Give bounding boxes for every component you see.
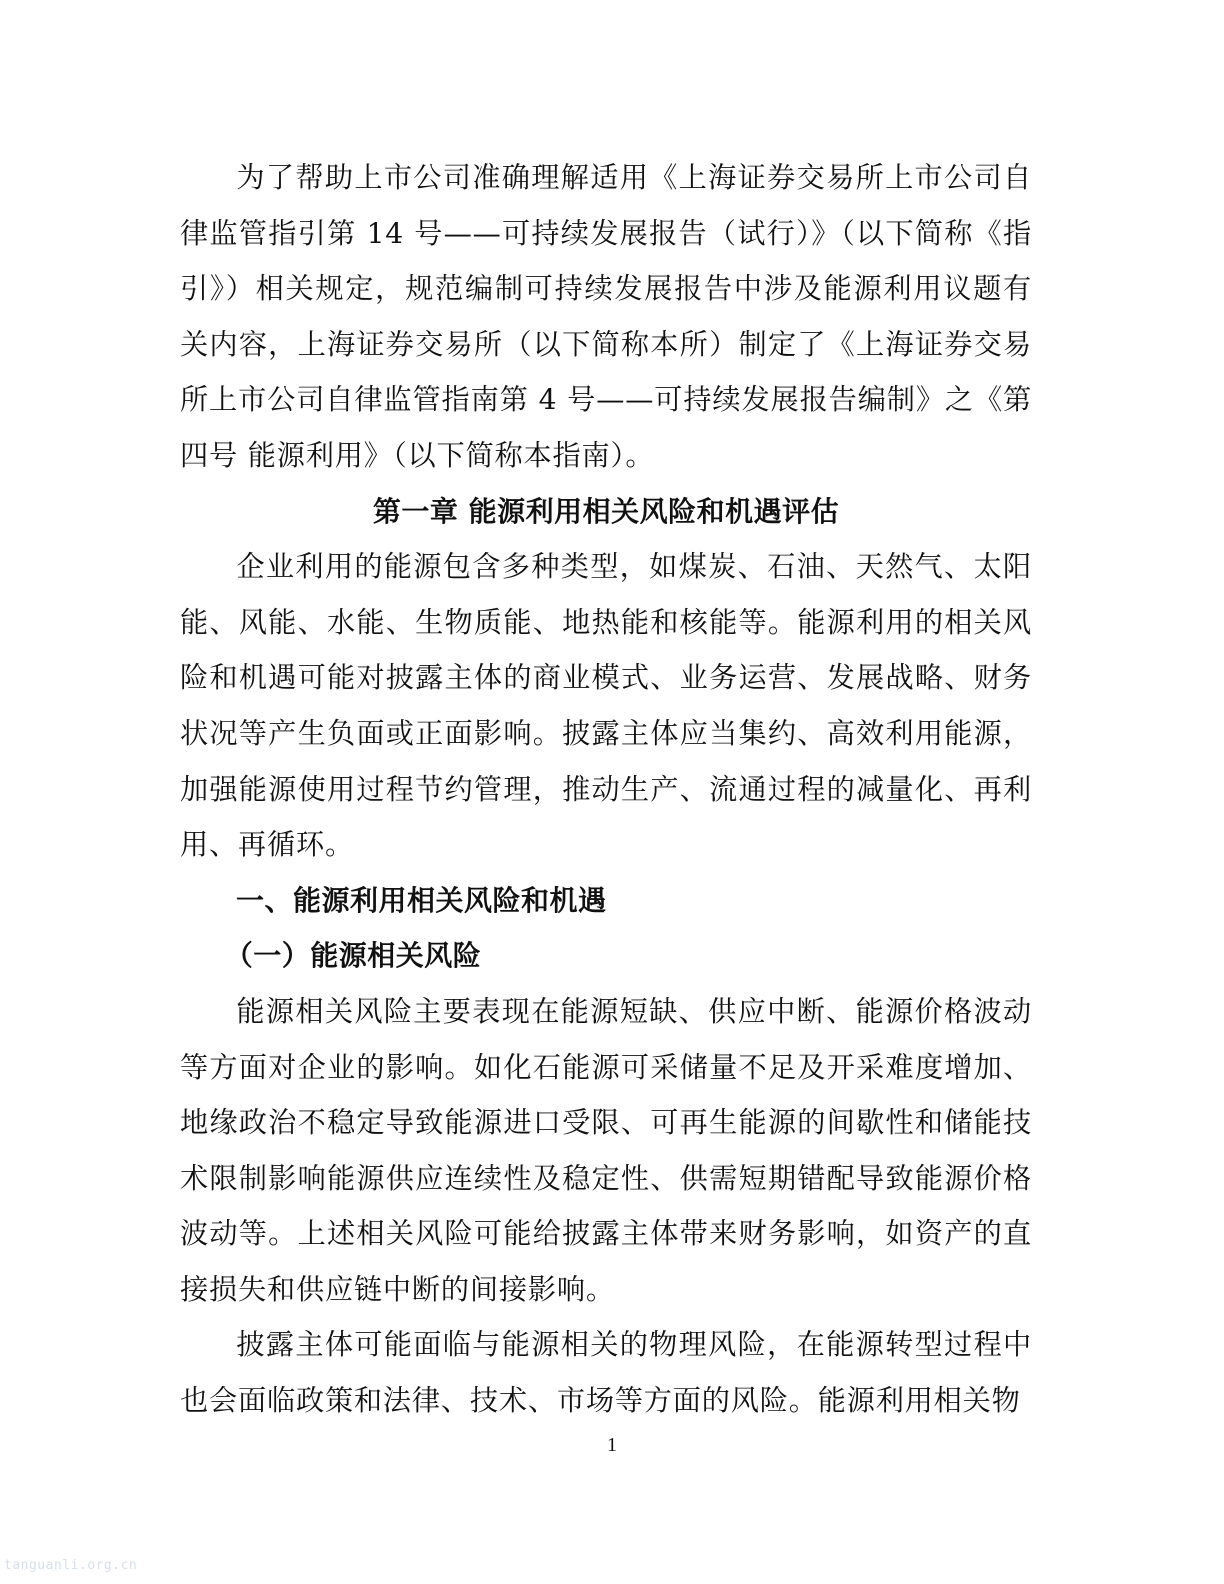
- watermark-text: tanguanli.org.cn: [4, 1558, 138, 1573]
- chapter-intro-paragraph: 企业利用的能源包含多种类型，如煤炭、石油、天然气、太阳能、风能、水能、生物质能、地热能和核能等。能源利用的相关风险和机遇可能对披露主体的商业模式、业务运营、发展战略、财务状况等产生负面或正面影响。披露主体应当集约、高效利用能源，加强能源使用过程节约管理，推动生产、流通过程的减量化、再利用、再循环。: [180, 550, 1032, 862]
- risk-paragraph-continued: 披露主体可能面临与能源相关的物理风险，在能源转型过程中也会面临政策和法律、技术、市场等方面的风险。能源利用相关物: [180, 1328, 1032, 1418]
- chapter-title: 第一章 能源利用相关风险和机遇评估: [372, 494, 840, 528]
- page-body: [180, 150, 1032, 1429]
- page-number: 1: [607, 1434, 617, 1456]
- section-heading: 一、能源利用相关风险和机遇: [236, 883, 607, 917]
- risk-paragraph: 能源相关风险主要表现在能源短缺、供应中断、能源价格波动等方面对企业的影响。如化石能源可采储量不足及开采难度增加、地缘政治不稳定导致能源进口受限、可再生能源的间歇性和储能技术限制影响能源供应连续性及稳定性、供需短期错配导致能源价格波动等。上述相关风险可能给披露主体带来财务影响，如资产的直接损失和供应链中断的间接影响。: [180, 994, 1032, 1306]
- intro-paragraph: 为了帮助上市公司准确理解适用《上海证券交易所上市公司自律监管指引第 14 号——可持续发展报告（试行）》（以下简称《指引》）相关规定，规范编制可持续发展报告中涉及能源利用议题有关内容，上海证券交易所（以下简称本所）制定了《上海证券交易所上市公司自律监管指南第 4 号——可持续发展报告编制》之《第四号 能源利用》（以下简称本指南）。: [180, 161, 1032, 472]
- subsection-heading: （一）能源相关风险: [224, 939, 482, 973]
